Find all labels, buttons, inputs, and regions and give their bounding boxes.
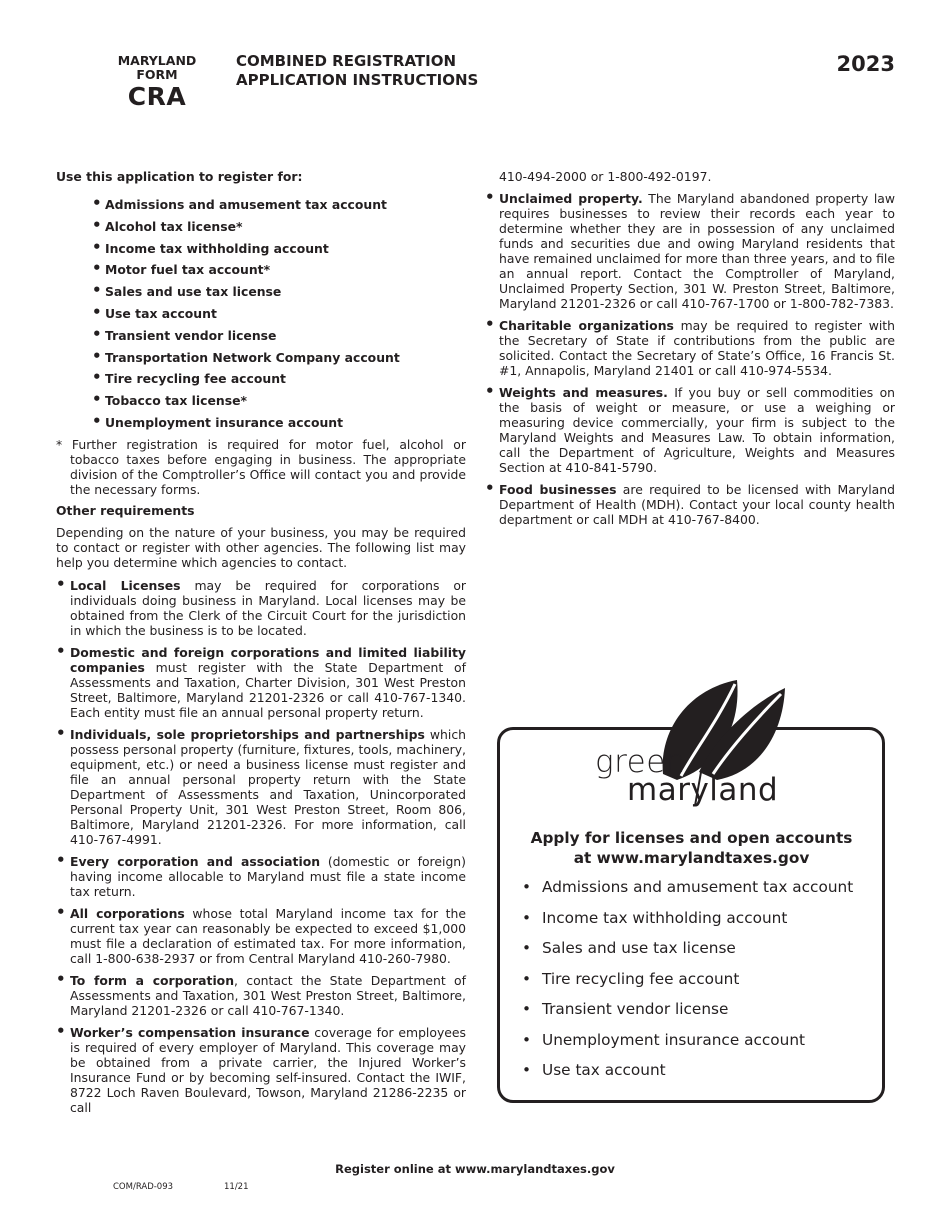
online-account-item: • Tire recycling fee account [522, 969, 853, 1000]
apply-line2: at www.marylandtaxes.gov [573, 848, 810, 867]
online-account-item: • Transient vendor license [522, 999, 853, 1030]
register-item: • Alcohol tax license* [92, 219, 466, 234]
requirement-text: , contact the State Department of Assessments and Taxation, 301 West Preston Street, Baltimore, Maryland 21201-2326 or call 410-767-1340. [70, 972, 466, 1018]
requirement-text: must register with the State Department of Assessments and Taxation, Charter Division, 301 West Preston Street, Baltimore, Maryland 21201-2326 or call 410-767-1340. Each entity must file an annual personal property return. [70, 659, 466, 720]
other-requirements-heading: Other requirements [56, 502, 195, 518]
register-list [92, 197, 466, 430]
register-item: • Motor fuel tax account* [92, 262, 466, 277]
requirement-lead: Local Licenses [70, 577, 181, 593]
form-id-block [110, 53, 204, 112]
requirement-item [485, 482, 895, 527]
apply-line1: Apply for licenses and open accounts [530, 829, 853, 847]
requirement-text: which possess personal property (furniture, fixtures, tools, machinery, equipment, etc.) or need a business license must register and file an annual personal property return with the State Department of Assessments and Taxation, Unincorporated Personal Property Unit, 301 West Preston Street, Room 806, Baltimore, Maryland 21201-2326. For more information, call 410-767-4991. [70, 726, 466, 847]
form-title-line2: APPLICATION INSTRUCTIONS [236, 71, 479, 89]
requirement-item [56, 645, 466, 720]
register-intro: Use this application to register for: [56, 169, 303, 184]
form-title [236, 52, 478, 90]
requirement-item [485, 385, 895, 475]
requirement-text: coverage for employees is required of every employer of Maryland. This coverage may be obtained from a private carrier, the Injured Worker’s Insurance Fund or by becoming self-insured. Contact the IWIF, 8722 Loch Raven Boulevard, Towson, Maryland 21286-2235 or call [70, 1024, 466, 1115]
requirement-text: are required to be licensed with Maryland Department of Health (MDH). Contact your local county health department or call MDH at 410-767-8400. [499, 482, 895, 527]
requirement-lead: Charitable organizations [499, 318, 674, 333]
online-account-item: • Unemployment insurance account [522, 1030, 853, 1061]
requirement-item [56, 854, 466, 899]
requirement-lead: Every corporation and association [70, 853, 321, 869]
online-account-item: • Income tax withholding account [522, 908, 853, 939]
requirement-item [56, 1025, 466, 1115]
form-label: FORM [136, 67, 178, 82]
form-state: MARYLAND [117, 53, 197, 68]
register-item: • Income tax withholding account [92, 241, 466, 256]
footer-revision-date: 11/21 [224, 1182, 249, 1192]
requirement-lead: Unclaimed property. [499, 191, 643, 206]
requirements-list-continued [485, 191, 895, 527]
requirement-text: may be required for corporations or individuals doing business in Maryland. Local licenses may be obtained from the Clerk of the Circuit Court for the jurisdiction in which the business is to be located. [70, 577, 466, 638]
requirement-item [56, 906, 466, 966]
requirement-item [485, 191, 895, 311]
register-item: • Use tax account [92, 306, 466, 321]
footer-form-code: COM/RAD-093 [113, 1182, 174, 1192]
requirement-item [56, 973, 466, 1018]
requirement-text: (domestic or foreign) having income allocable to Maryland must file a state income tax return. [70, 853, 466, 899]
requirement-item [56, 727, 466, 847]
right-column [485, 169, 895, 534]
register-item: • Admissions and amusement tax account [92, 197, 466, 212]
online-accounts-list [522, 877, 853, 1091]
online-account-item: • Use tax account [522, 1060, 853, 1091]
requirement-text: whose total Maryland income tax for the current tax year can reasonably be expected to exceed $1,000 must file a declaration of estimated tax. For more information, call 1-800-638-2937 or from Central Maryland 410-260-7980. [70, 905, 466, 966]
register-item: • Transportation Network Company account [92, 350, 466, 365]
requirement-text: The Maryland abandoned property law requires businesses to review their records each year to determine whether they are in possession of any unclaimed funds and securities due and owing Maryland residents that have remained unclaimed for more than three years, and to file an annual report. Contact the Comptroller of Maryland, Unclaimed Property Section, 301 W. Preston Street, Baltimore, Maryland 21201-2326 or call 410-767-1700 or 1-800-782-7383. [499, 191, 895, 311]
register-item: • Unemployment insurance account [92, 415, 466, 430]
footer-register-online: Register online at www.marylandtaxes.gov [335, 1162, 615, 1176]
register-item: • Sales and use tax license [92, 284, 466, 299]
logo-word-green: green [595, 744, 686, 780]
logo-word-maryland: maryland [627, 772, 779, 808]
apply-online-heading [497, 829, 886, 868]
requirement-item [485, 318, 895, 378]
footnote: * Further registration is required for motor fuel, alcohol or tobacco taxes before engaging in business. The appropriate division of the Comptroller’s Office will contact you and provide the necessary forms. [56, 436, 466, 497]
register-item: • Tire recycling fee account [92, 371, 466, 386]
other-requirements-intro: Depending on the nature of your business, you may be required to contact or register with other agencies. The following list may help you determine which agencies to contact. [56, 524, 466, 570]
form-title-line1: COMBINED REGISTRATION [236, 52, 457, 70]
requirement-lead: All corporations [70, 905, 185, 921]
requirement-lead: To form a corporation [70, 972, 235, 988]
form-year: 2023 [836, 52, 895, 76]
left-column [56, 169, 466, 1122]
form-code: CRA [127, 82, 187, 111]
requirement-lead: Food businesses [499, 482, 617, 497]
continued-text: 410-494-2000 or 1-800-492-0197. [499, 169, 712, 184]
requirement-item [56, 578, 466, 638]
requirement-lead: Weights and measures. [499, 385, 668, 400]
requirement-lead: Worker’s compensation insurance [70, 1024, 310, 1040]
requirement-text: may be required to register with the Secretary of State if contributions from the public are solicited. Contact the Secretary of State’s Office, 16 Francis St. #1, Annapolis, Maryland 21401 or call 410-974-5534. [499, 318, 895, 378]
online-account-item: • Admissions and amusement tax account [522, 877, 853, 908]
register-item: • Tobacco tax license* [92, 393, 466, 408]
online-account-item: • Sales and use tax license [522, 938, 853, 969]
requirements-list [56, 578, 466, 1115]
requirement-text: If you buy or sell commodities on the basis of weight or measure, or use a weighing or measuring device commercially, your firm is subject to the Maryland Weights and Measures Law. To obtain information, call the Department of Agriculture, Weights and Measures Section at 410-841-5790. [499, 385, 896, 475]
requirement-lead: Domestic and foreign corporations and limited liability companies [70, 644, 466, 675]
requirement-lead: Individuals, sole proprietorships and partnerships [70, 726, 425, 742]
register-item: • Transient vendor license [92, 328, 466, 343]
